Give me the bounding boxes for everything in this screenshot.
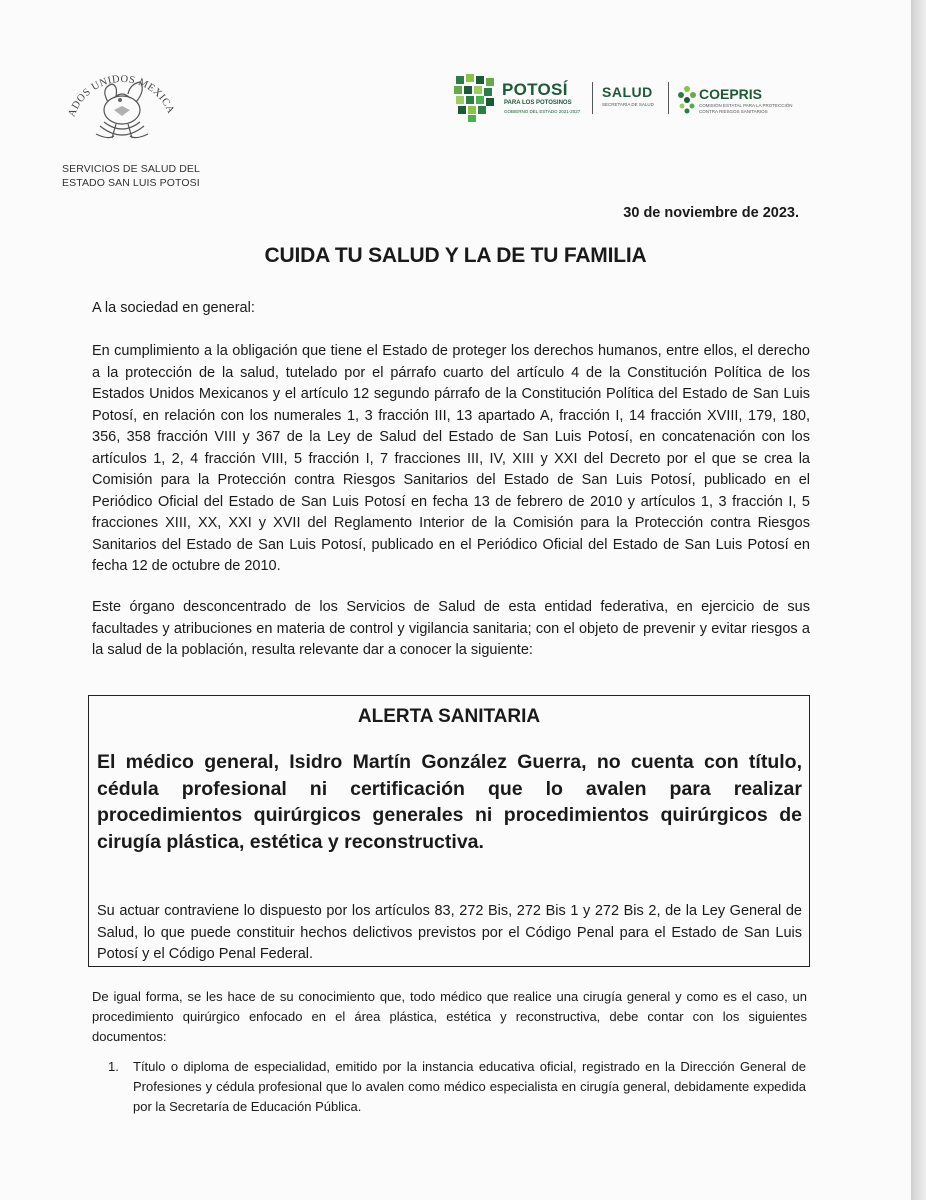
potosi-logo <box>452 72 592 128</box>
list-item: Título o diploma de especialidad, emitido por la instancia educativa oficial, registrado en la Dirección General de Profesiones y cédula profesional que lo avalen como médico especialista en cirugía general, debidamente expedida por la Secretaría de Educación Pública. <box>133 1059 806 1114</box>
document-date: 30 de noviembre de 2023. <box>623 205 799 221</box>
coepris-leaf-icon <box>677 84 697 114</box>
potosi-tagline: PARA LOS POTOSINOS <box>504 100 572 106</box>
document-title: CUIDA TU SALUD Y LA DE TU FAMILIA <box>264 244 647 267</box>
coepris-wordmark: COEPRIS <box>699 86 763 102</box>
potosi-wordmark: POTOSÍ <box>502 80 568 99</box>
seal-arc-text: ADOS UNIDOS MEXICA <box>66 73 177 119</box>
salud-wordmark: SALUD <box>602 84 653 100</box>
logo-divider <box>592 82 593 114</box>
potosi-period: GOBIERNO DEL ESTADO 2021-2027 <box>504 109 581 114</box>
scan-edge <box>911 0 926 1200</box>
salud-logo <box>602 84 654 107</box>
health-alert-box <box>88 695 810 967</box>
intro-paragraph: Este órgano desconcentrado de los Servicios de Salud de esta entidad federativa, en ejercicio de sus facultades y atribuciones en materia de control y vigilancia sanitaria; con el objeto de prevenir y evitar riesgos a la salud de la población, resulta relevante dar a conocer la siguiente: <box>92 599 810 658</box>
salud-subtitle: SECRETARÍA DE SALUD <box>602 102 654 107</box>
alert-legal-note: Su actuar contraviene lo dispuesto por los artículos 83, 272 Bis, 272 Bis 1 y 272 Bis 2, de la Ley General de Salud, lo que puede constituir hechos delictivos previstos por el Código Penal para el Estado de San Luis Potosí y el Código Penal Federal. <box>97 903 802 962</box>
svg-text:ESTADOS UNIDOS MEXICANOS <box>56 40 176 118</box>
coepris-subtitle-2: CONTRA RIESGOS SANITARIOS <box>699 109 768 114</box>
potosi-emblem-icon <box>452 72 500 124</box>
org-line-1: SERVICIOS DE SALUD DEL <box>62 163 200 175</box>
alert-title: ALERTA SANITARIA <box>357 706 541 727</box>
list-item-number: 1. <box>108 1059 119 1074</box>
legal-basis-paragraph: En cumplimiento a la obligación que tiene el Estado de proteger los derechos humanos, entre ellos, el derecho a la protección de la salud, tutelado por el párrafo cuarto del artículo 4 de la Constitución Política de los Estados Unidos Mexicanos y el artículo 12 segundo párrafo de la Constitución Política del Estado de San Luis Potosí, en relación con los numerales 1, 3 fracción III, 13 apartado A, fracción I, 14 fracción XVIII, 179, 180, 356, 358 fracción VIII y 367 de la Ley de Salud del Estado de San Luis Potosí, en concatenación con los artículos 1, 2, 4 fracción VIII, 5 fracción I, 7 fracciones III, IV, XIII y XXI del Decreto por el que se crea la Comisión para la Protección contra Riesgos Sanitarios del Estado de San Luis Potosí, publicado en el Periódico Oficial del Estado de San Luis Potosí en fecha 13 de febrero de 2010 y artículos 1, 3 fracción I, 5 fracciones XIII, XX, XXI y XVII del Reglamento Interior de la Comisión para la Protección contra Riesgos Sanitarios del Estado de San Luis Potosí, publicado en el Periódico Oficial del Estado de San Luis Potosí en fecha 12 de octubre de 2010. <box>92 343 810 574</box>
coepris-subtitle-1: COMISIÓN ESTATAL PARA LA PROTECCIÓN <box>699 103 793 108</box>
org-line-2: ESTADO SAN LUIS POTOSI <box>62 177 200 189</box>
government-logos <box>452 70 812 130</box>
alert-statement: El médico general, Isidro Martín González Guerra, no cuenta con título, cédula profesional ni certificación que lo avalen para realizar procedimientos quirúrgicos generales ni procedimientos quirúrgicos de cirugía plástica, estética y reconstructiva. <box>97 751 802 853</box>
salutation: A la sociedad en general: <box>92 300 255 316</box>
mexico-coat-of-arms-seal <box>56 40 188 158</box>
logo-divider <box>668 82 669 114</box>
issuing-organization <box>62 162 262 190</box>
requirements-paragraph: De igual forma, se les hace de su conocimiento que, todo médico que realice una cirugía general y como es el caso, un procedimiento quirúrgico enfocado en el área plástica, estética y reconstructiva, debe contar con los siguientes documentos: <box>92 989 807 1044</box>
